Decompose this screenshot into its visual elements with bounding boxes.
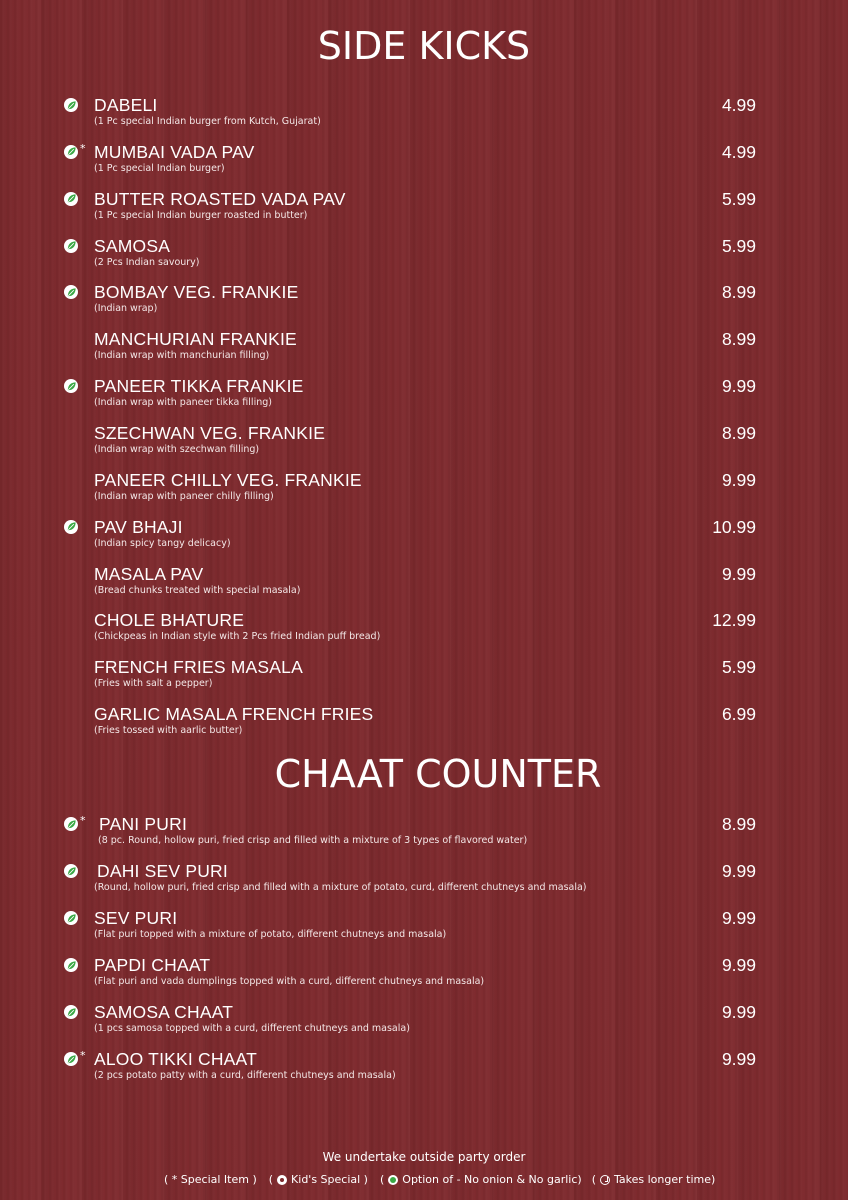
menu-item	[0, 190, 848, 234]
leaf-icon	[64, 285, 78, 299]
item-name: MASALA PAV	[94, 563, 204, 584]
item-description: (2 pcs potato patty with a curd, different chutneys and masala)	[94, 1070, 396, 1081]
item-description: (Indian wrap with szechwan filling)	[94, 443, 260, 455]
item-name: MANCHURIAN FRANKIE	[94, 329, 297, 350]
menu-item	[0, 1050, 848, 1094]
item-description: (Indian wrap)	[94, 303, 158, 315]
item-name: DABELI	[94, 95, 158, 115]
item-price: 8.99	[721, 329, 756, 350]
section-title-side-kicks: SIDE KICKS	[317, 24, 531, 68]
item-description: (1 Pc special Indian burger)	[94, 162, 225, 174]
special-star-icon: *	[80, 141, 86, 155]
item-price: 9.99	[721, 376, 756, 397]
item-icons	[64, 285, 88, 303]
item-price: 5.99	[721, 188, 756, 209]
item-price: 5.99	[721, 657, 756, 678]
item-icons	[64, 1005, 88, 1023]
item-name: BOMBAY VEG. FRANKIE	[94, 282, 299, 303]
item-description: (Indian wrap with paneer tikka filling)	[94, 397, 272, 409]
leaf-icon	[64, 145, 78, 159]
item-price: 9.99	[721, 563, 756, 584]
menu-item	[0, 518, 848, 562]
item-description: (Fries with salt a pepper)	[94, 678, 213, 690]
kid-icon	[277, 1175, 287, 1185]
leaf-icon	[64, 520, 78, 534]
item-icons	[64, 814, 88, 835]
legend-option: Option of - No onion & No garlic)	[402, 1173, 582, 1186]
menu-item	[0, 96, 848, 140]
item-price: 5.99	[721, 235, 756, 256]
item-name: ALOO TIKKI CHAAT	[94, 1049, 258, 1069]
leaf-icon	[64, 192, 78, 206]
item-name: DAHI SEV PURI	[97, 861, 228, 881]
leaf-icon	[64, 98, 78, 112]
menu-item	[0, 815, 848, 859]
item-price: 9.99	[721, 908, 756, 928]
menu-item	[0, 237, 848, 281]
menu-item	[0, 377, 848, 421]
menu-item	[0, 909, 848, 953]
leaf-icon	[388, 1175, 398, 1185]
legend-longer: Takes longer time)	[614, 1173, 716, 1186]
item-price: 8.99	[721, 814, 756, 834]
menu-item	[0, 611, 848, 655]
item-description: (Bread chunks treated with special masala)	[94, 584, 301, 596]
menu-item	[0, 424, 848, 468]
item-name: FRENCH FRIES MASALA	[94, 657, 303, 678]
item-description: (Indian spicy tangy delicacy)	[94, 537, 231, 549]
item-name: GARLIC MASALA FRENCH FRIES	[94, 704, 374, 725]
item-description: (Indian wrap with manchurian filling)	[94, 350, 270, 362]
item-icons	[64, 864, 88, 882]
footer-party-order: We undertake outside party order	[322, 1150, 526, 1164]
item-description: (Chickpeas in Indian style with 2 Pcs fried Indian puff bread)	[94, 631, 381, 643]
item-description: (Flat puri topped with a mixture of potato, different chutneys and masala)	[94, 929, 447, 940]
item-name: SAMOSA CHAAT	[94, 1002, 234, 1022]
footer-legend	[164, 1173, 715, 1186]
item-price: 9.99	[721, 1002, 756, 1022]
leaf-icon	[64, 864, 78, 878]
item-name: PANI PURI	[99, 814, 188, 834]
item-icons	[64, 141, 88, 163]
leaf-icon	[64, 379, 78, 393]
clock-icon	[600, 1175, 610, 1185]
item-name: BUTTER ROASTED VADA PAV	[94, 188, 346, 209]
item-icons	[64, 911, 88, 929]
item-icons	[64, 520, 88, 538]
item-description: (Round, hollow puri, fried crisp and filled with a mixture of potato, curd, different chutneys and masala)	[94, 882, 587, 893]
legend-option-open: (	[379, 1173, 385, 1186]
item-name: SEV PURI	[94, 908, 178, 928]
special-star-icon: *	[80, 814, 86, 827]
item-icons	[64, 379, 88, 397]
legend-kids-open: (	[268, 1173, 274, 1186]
item-icons	[64, 192, 88, 210]
item-name: SZECHWAN VEG. FRANKIE	[94, 422, 326, 443]
menu-item	[0, 471, 848, 515]
item-icons	[64, 1049, 88, 1070]
item-description: (2 Pcs Indian savoury)	[94, 256, 200, 268]
item-price: 9.99	[721, 469, 756, 490]
item-price: 10.99	[712, 516, 756, 537]
item-name: PANEER TIKKA FRANKIE	[94, 376, 304, 397]
menu-item	[0, 330, 848, 374]
item-name: PAPDI CHAAT	[94, 955, 211, 975]
leaf-icon	[64, 911, 78, 925]
leaf-icon	[64, 817, 78, 831]
item-icons	[64, 239, 88, 257]
item-name: MUMBAI VADA PAV	[94, 141, 255, 162]
item-name: PAV BHAJI	[94, 516, 183, 537]
item-price: 6.99	[721, 704, 756, 725]
menu-item	[0, 705, 848, 749]
item-price: 8.99	[721, 422, 756, 443]
item-price: 4.99	[721, 95, 756, 115]
item-price: 8.99	[721, 282, 756, 303]
menu-item	[0, 956, 848, 1000]
item-icons	[64, 98, 88, 116]
leaf-icon	[64, 958, 78, 972]
legend-kids-special: Kid's Special )	[291, 1173, 368, 1186]
menu-item	[0, 862, 848, 906]
item-price: 9.99	[721, 955, 756, 975]
item-description: (1 Pc special Indian burger from Kutch, Gujarat)	[94, 116, 321, 127]
item-price: 9.99	[721, 1049, 756, 1069]
item-description: (Indian wrap with paneer chilly filling)	[94, 490, 274, 502]
section-title-chaat-counter: CHAAT COUNTER	[274, 752, 602, 796]
item-name: SAMOSA	[94, 235, 171, 256]
legend-special-item: ( * Special Item )	[164, 1173, 257, 1186]
menu-item	[0, 283, 848, 327]
item-icons	[64, 958, 88, 976]
leaf-icon	[64, 239, 78, 253]
item-description: (1 pcs samosa topped with a curd, different chutneys and masala)	[94, 1023, 410, 1034]
menu-item	[0, 658, 848, 702]
special-star-icon: *	[80, 1049, 86, 1062]
item-description: (Flat puri and vada dumplings topped with a curd, different chutneys and masala)	[94, 976, 485, 987]
item-name: CHOLE BHATURE	[94, 610, 245, 631]
item-description: (8 pc. Round, hollow puri, fried crisp and filled with a mixture of 3 types of flavored water)	[98, 835, 528, 846]
menu-item	[0, 143, 848, 187]
item-description: (Fries tossed with aarlic butter)	[94, 725, 243, 737]
menu-item	[0, 1003, 848, 1047]
item-price: 9.99	[721, 861, 756, 881]
menu-item	[0, 565, 848, 609]
item-price: 4.99	[721, 141, 756, 162]
leaf-icon	[64, 1052, 78, 1066]
item-price: 12.99	[712, 610, 756, 631]
item-name: PANEER CHILLY VEG. FRANKIE	[94, 469, 362, 490]
legend-longer-open: (	[591, 1173, 596, 1186]
leaf-icon	[64, 1005, 78, 1019]
item-description: (1 Pc special Indian burger roasted in butter)	[94, 209, 308, 221]
